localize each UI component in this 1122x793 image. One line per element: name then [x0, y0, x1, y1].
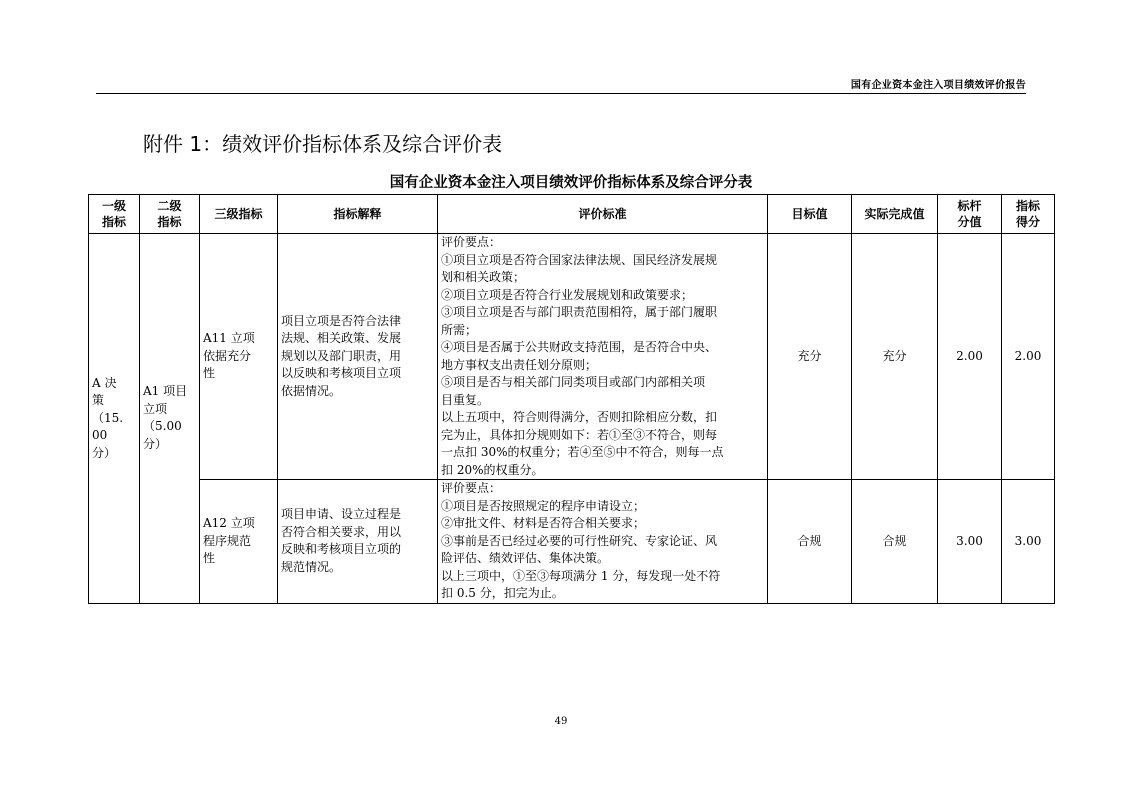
col-header-level3: 三级指标	[200, 195, 278, 234]
table-row	[89, 480, 1055, 604]
header-rule	[96, 93, 1026, 94]
explanation-cell: 项目立项是否符合法律 法规、相关政策、发展 规划以及部门职责，用 以反映和考核项目立项 依据情况。	[278, 234, 438, 480]
col-header-explanation: 指标解释	[278, 195, 438, 234]
col-header-criteria: 评价标准	[438, 195, 768, 234]
explanation-cell: 项目申请、设立过程是 否符合相关要求，用以 反映和考核项目立项的 规范情况。	[278, 480, 438, 604]
col-header-target: 目标值	[768, 195, 852, 234]
running-header: 国有企业资本金注入项目绩效评价报告	[850, 80, 1026, 91]
actual-value-cell: 充分	[852, 234, 938, 480]
criteria-cell: 评价要点： ①项目是否按照规定的程序申请设立； ②审批文件、材料是否符合相关要求； ③事前是否已经过必要的可行性研究、专家论证、风 险评估、绩效评估、集体决策。 以上三项中，①至③每项满分 1 分，每发现一处不符 扣 0.5 分，扣完为止。	[438, 480, 768, 604]
page-title: 附件 1：绩效评价指标体系及综合评价表	[143, 132, 503, 156]
table-title: 国有企业资本金注入项目绩效评价指标体系及综合评分表	[389, 175, 753, 191]
table-header-row	[89, 195, 1055, 234]
target-value-cell: 合规	[768, 480, 852, 604]
evaluation-table	[88, 194, 1055, 604]
level1-cell: A 决 策 （15. 00 分）	[89, 234, 140, 604]
actual-value-cell: 合规	[852, 480, 938, 604]
indicator-score-cell: 2.00	[1002, 234, 1055, 480]
benchmark-score-cell: 3.00	[938, 480, 1002, 604]
col-header-benchmark: 标杆 分值	[938, 195, 1002, 234]
page-number: 49	[554, 716, 568, 727]
target-value-cell: 充分	[768, 234, 852, 480]
benchmark-score-cell: 2.00	[938, 234, 1002, 480]
level2-cell: A1 项目 立项 （5.00 分）	[140, 234, 200, 604]
table-row	[89, 234, 1055, 480]
col-header-actual: 实际完成值	[852, 195, 938, 234]
indicator-score-cell: 3.00	[1002, 480, 1055, 604]
col-header-level1: 一级 指标	[89, 195, 140, 234]
level3-cell: A12 立项 程序规范 性	[200, 480, 278, 604]
col-header-level2: 二级 指标	[140, 195, 200, 234]
level3-cell: A11 立项 依据充分 性	[200, 234, 278, 480]
col-header-score: 指标 得分	[1002, 195, 1055, 234]
criteria-cell: 评价要点： ①项目立项是否符合国家法律法规、国民经济发展规 划和相关政策； ②项目立项是否符合行业发展规划和政策要求； ③项目立项是否与部门职责范围相符，属于部门履职 所需； ④项目是否属于公共财政支持范围，是否符合中央、 地方事权支出责任划分原则； ⑤项目是否与相关部门同类项目或部门内部相关项 目重复。 以上五项中，符合则得满分，否则扣除相应分数，扣 完为止，具体扣分规则如下：若①至③不符合，则每 一点扣 30%的权重分；若④至⑤中不符合，则每一点 扣 20%的权重分。	[438, 234, 768, 480]
